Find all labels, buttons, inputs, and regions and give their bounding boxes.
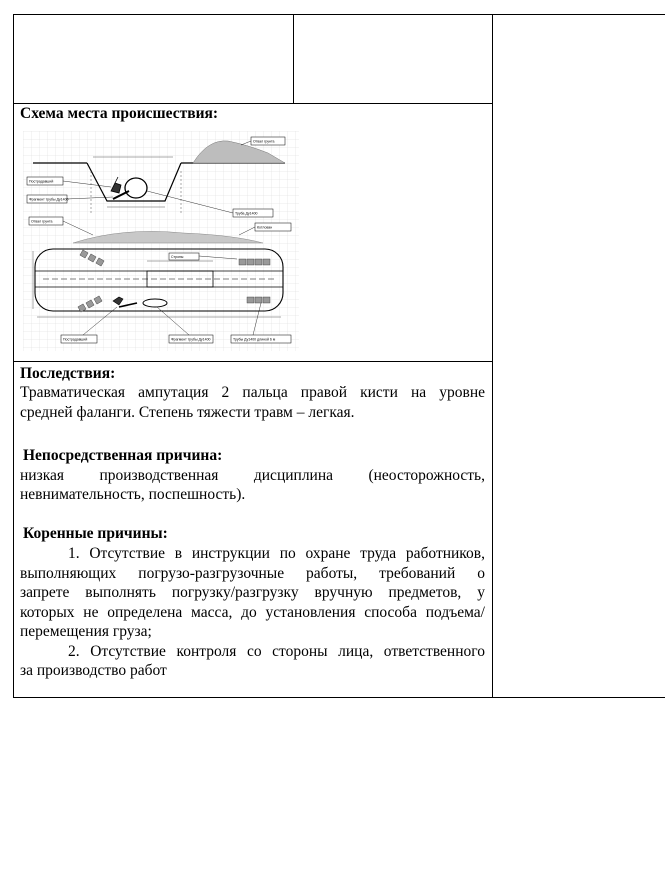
trench-label: Котлован xyxy=(257,225,273,230)
pipe-stack-label: Трубы Ду1400 длиной 6 м xyxy=(233,337,276,342)
table-border-top xyxy=(13,14,665,15)
direct-cause-title: Непосредственная причина: xyxy=(23,447,223,464)
direct-cause-text-line-1: низкая производственная дисциплина (неосторожность, xyxy=(20,467,485,484)
root-cause-1-line-3: запрете выполнять погрузку/разгрузку вручную предметов, у xyxy=(20,584,485,601)
consequences-title: Последствия: xyxy=(20,365,116,382)
slings-label: Стропы xyxy=(171,255,184,259)
victim-label-plan: Пострадавший xyxy=(63,337,88,342)
incident-scheme-diagram xyxy=(23,131,299,351)
row-divider-right xyxy=(493,697,665,698)
consequences-text-line-2: средней фаланги. Степень тяжести травм – легкая. xyxy=(20,404,355,421)
root-cause-1-line-2: выполняющих погрузо-разгрузочные работы, требований о xyxy=(20,565,485,582)
root-cause-1-line-1: 1. Отсутствие в инструкции по охране труда работников, xyxy=(68,545,485,562)
scheme-title: Схема места происшествия: xyxy=(20,105,219,122)
soil-pile-label: Отвал грунта xyxy=(253,139,275,144)
pipe-cross-section xyxy=(125,178,147,198)
soil-pile-plan-label: Отвал грунта xyxy=(31,219,53,224)
column-divider-main xyxy=(492,14,493,698)
consequences-text-line-1: Травматическая ампутация 2 пальца правой кисти на уровне xyxy=(20,384,485,401)
table-border-left xyxy=(13,14,14,698)
pipe-section-label: Труба Ду1400 xyxy=(235,211,258,216)
root-cause-1-line-5: перемещения груза; xyxy=(20,623,152,640)
root-cause-2-line-1: 2. Отсутствие контроля со стороны лица, ответственного xyxy=(68,643,485,660)
root-cause-2-line-2: за производство работ xyxy=(20,662,167,679)
column-divider-top xyxy=(293,14,294,103)
direct-cause-text-line-2: невнимательность, поспешность). xyxy=(20,486,246,503)
row-divider-2 xyxy=(13,361,493,362)
pipe-fragment-label-top: Фрагмент трубы Ду1400 xyxy=(29,197,69,202)
root-causes-title: Коренные причины: xyxy=(23,525,168,542)
victim-label-top: Пострадавший xyxy=(29,179,54,184)
pipe-fragment-label-plan: Фрагмент трубы Ду1400 xyxy=(171,337,211,342)
root-cause-1-line-4: которых не определена масса, до установления способа подъема/ xyxy=(20,604,485,621)
